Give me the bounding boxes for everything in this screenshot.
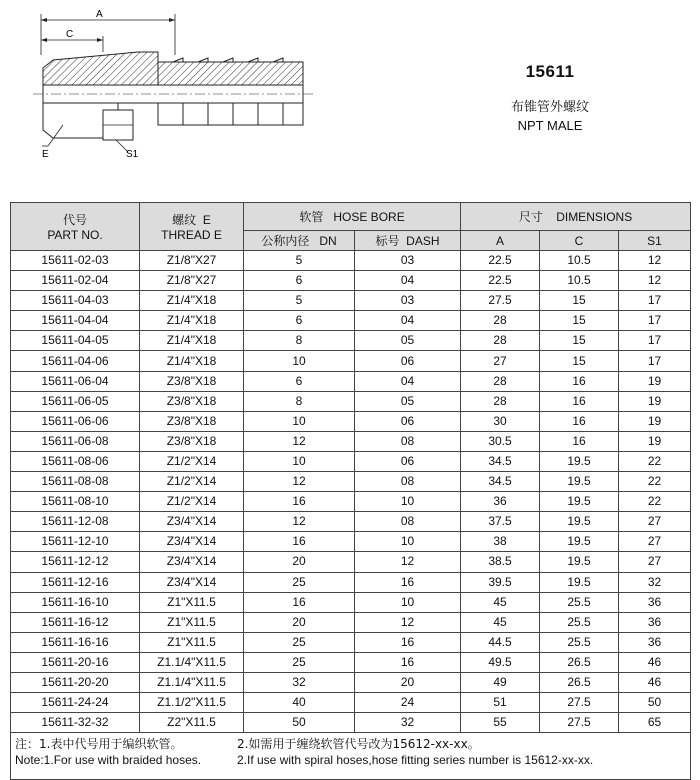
thread-cell: Z3/4"X14	[140, 552, 244, 572]
thread-cell: Z1/4"X18	[140, 351, 244, 371]
header-dn: 公称内径 DN	[244, 231, 355, 251]
s1-cell: 27	[619, 532, 691, 552]
thread-cell: Z1/4"X18	[140, 331, 244, 351]
s1-cell: 17	[619, 331, 691, 351]
thread-cell: Z1/8"X27	[140, 271, 244, 291]
a-cell: 38	[461, 532, 540, 552]
dn-cell: 8	[244, 331, 355, 351]
header-thread: 螺纹 E THREAD E	[140, 203, 244, 251]
thread-cell: Z1/2"X14	[140, 451, 244, 471]
dn-cell: 10	[244, 451, 355, 471]
c-cell: 25.5	[540, 592, 619, 612]
s1-cell: 46	[619, 652, 691, 672]
part-no-cell: 15611-12-16	[11, 572, 140, 592]
s1-cell: 27	[619, 552, 691, 572]
s1-cell: 36	[619, 612, 691, 632]
header-hose-bore: 软管 HOSE BORE	[244, 203, 461, 231]
table-row	[11, 331, 691, 351]
s1-cell: 17	[619, 311, 691, 331]
a-cell: 37.5	[461, 512, 540, 532]
dash-cell: 08	[355, 431, 461, 451]
part-no-cell: 15611-04-03	[11, 291, 140, 311]
thread-cell: Z3/4"X14	[140, 572, 244, 592]
s1-cell: 36	[619, 592, 691, 612]
header-dimensions: 尺寸 DIMENSIONS	[461, 203, 691, 231]
dim-e-label: E	[42, 149, 49, 160]
c-cell: 10.5	[540, 251, 619, 271]
thread-cell: Z1"X11.5	[140, 612, 244, 632]
s1-cell: 17	[619, 291, 691, 311]
a-cell: 45	[461, 612, 540, 632]
thread-cell: Z3/4"X14	[140, 512, 244, 532]
dash-cell: 03	[355, 291, 461, 311]
c-cell: 15	[540, 311, 619, 331]
thread-cell: Z1/2"X14	[140, 492, 244, 512]
c-cell: 27.5	[540, 713, 619, 733]
a-cell: 30.5	[461, 431, 540, 451]
c-cell: 16	[540, 431, 619, 451]
a-cell: 30	[461, 411, 540, 431]
table-row	[11, 492, 691, 512]
table-row	[11, 572, 691, 592]
table-row	[11, 693, 691, 713]
table-row	[11, 632, 691, 652]
s1-cell: 19	[619, 431, 691, 451]
table-row	[11, 532, 691, 552]
note-1-en: Note:1.For use with braided hoses.	[15, 753, 202, 768]
part-no-cell: 15611-06-04	[11, 371, 140, 391]
part-no-cell: 15611-32-32	[11, 713, 140, 733]
thread-cell: Z3/8"X18	[140, 391, 244, 411]
part-no-cell: 15611-08-06	[11, 451, 140, 471]
dim-s1-label: S1	[126, 149, 139, 160]
table-body	[11, 251, 691, 733]
note-1-cn: 注：1.表中代号用于编织软管。	[15, 737, 183, 752]
c-cell: 19.5	[540, 532, 619, 552]
a-cell: 27.5	[461, 291, 540, 311]
part-no-cell: 15611-12-08	[11, 512, 140, 532]
dim-c-label: C	[66, 29, 74, 40]
a-cell: 28	[461, 371, 540, 391]
dim-a-label: A	[96, 9, 103, 20]
c-cell: 26.5	[540, 672, 619, 692]
dn-cell: 16	[244, 532, 355, 552]
dn-cell: 25	[244, 632, 355, 652]
a-cell: 28	[461, 391, 540, 411]
dash-cell: 06	[355, 451, 461, 471]
c-cell: 19.5	[540, 472, 619, 492]
part-no-cell: 15611-20-16	[11, 652, 140, 672]
c-cell: 26.5	[540, 652, 619, 672]
dn-cell: 12	[244, 431, 355, 451]
table-row	[11, 713, 691, 733]
table-row	[11, 251, 691, 271]
header-dash: 标号 DASH	[355, 231, 461, 251]
thread-cell: Z1/2"X14	[140, 472, 244, 492]
dn-cell: 40	[244, 693, 355, 713]
a-cell: 36	[461, 492, 540, 512]
part-no-cell: 15611-12-10	[11, 532, 140, 552]
dash-cell: 04	[355, 371, 461, 391]
c-cell: 10.5	[540, 271, 619, 291]
table-row	[11, 552, 691, 572]
dash-cell: 04	[355, 311, 461, 331]
thread-cell: Z1/4"X18	[140, 291, 244, 311]
table-row	[11, 451, 691, 471]
part-no-cell: 15611-04-04	[11, 311, 140, 331]
table-row	[11, 291, 691, 311]
dn-cell: 5	[244, 251, 355, 271]
a-cell: 51	[461, 693, 540, 713]
dash-cell: 04	[355, 271, 461, 291]
dn-cell: 8	[244, 391, 355, 411]
c-cell: 15	[540, 331, 619, 351]
dash-cell: 10	[355, 592, 461, 612]
a-cell: 39.5	[461, 572, 540, 592]
s1-cell: 19	[619, 411, 691, 431]
dash-cell: 16	[355, 572, 461, 592]
c-cell: 15	[540, 351, 619, 371]
c-cell: 19.5	[540, 572, 619, 592]
part-no-cell: 15611-06-05	[11, 391, 140, 411]
s1-cell: 27	[619, 512, 691, 532]
dn-cell: 20	[244, 552, 355, 572]
dash-cell: 05	[355, 331, 461, 351]
dash-cell: 06	[355, 351, 461, 371]
dn-cell: 25	[244, 652, 355, 672]
title-block	[450, 62, 650, 133]
c-cell: 25.5	[540, 612, 619, 632]
fitting-drawing	[8, 0, 328, 170]
dn-cell: 16	[244, 492, 355, 512]
a-cell: 55	[461, 713, 540, 733]
s1-cell: 32	[619, 572, 691, 592]
s1-cell: 50	[619, 693, 691, 713]
c-cell: 19.5	[540, 512, 619, 532]
dash-cell: 16	[355, 652, 461, 672]
part-no-cell: 15611-16-16	[11, 632, 140, 652]
dn-cell: 16	[244, 592, 355, 612]
thread-cell: Z1.1/4"X11.5	[140, 652, 244, 672]
table-row	[11, 271, 691, 291]
s1-cell: 22	[619, 451, 691, 471]
c-cell: 16	[540, 411, 619, 431]
table-row	[11, 672, 691, 692]
thread-cell: Z1/4"X18	[140, 311, 244, 331]
a-cell: 45	[461, 592, 540, 612]
a-cell: 22.5	[461, 251, 540, 271]
thread-cell: Z2"X11.5	[140, 713, 244, 733]
thread-cell: Z3/8"X18	[140, 411, 244, 431]
c-cell: 19.5	[540, 552, 619, 572]
c-cell: 19.5	[540, 451, 619, 471]
s1-cell: 46	[619, 672, 691, 692]
a-cell: 44.5	[461, 632, 540, 652]
dash-cell: 06	[355, 411, 461, 431]
table-row	[11, 612, 691, 632]
dn-cell: 6	[244, 271, 355, 291]
dn-cell: 12	[244, 472, 355, 492]
thread-cell: Z3/4"X14	[140, 532, 244, 552]
table-row	[11, 311, 691, 331]
thread-cell: Z1/8"X27	[140, 251, 244, 271]
table-row	[11, 472, 691, 492]
thread-cell: Z3/8"X18	[140, 431, 244, 451]
part-no-cell: 15611-06-06	[11, 411, 140, 431]
part-number-title: 15611	[525, 62, 575, 81]
table-row	[11, 371, 691, 391]
dn-cell: 25	[244, 572, 355, 592]
table-notes	[11, 733, 691, 780]
part-no-cell: 15611-02-03	[11, 251, 140, 271]
dash-cell: 12	[355, 552, 461, 572]
part-no-cell: 15611-16-10	[11, 592, 140, 612]
c-cell: 15	[540, 291, 619, 311]
table-row	[11, 391, 691, 411]
s1-cell: 22	[619, 492, 691, 512]
part-no-cell: 15611-02-04	[11, 271, 140, 291]
thread-cell: Z1"X11.5	[140, 592, 244, 612]
table-row	[11, 411, 691, 431]
part-no-cell: 15611-08-10	[11, 492, 140, 512]
a-cell: 49	[461, 672, 540, 692]
dash-cell: 24	[355, 693, 461, 713]
table-row	[11, 592, 691, 612]
s1-cell: 19	[619, 371, 691, 391]
table-header	[11, 203, 691, 251]
c-cell: 16	[540, 391, 619, 411]
c-cell: 25.5	[540, 632, 619, 652]
dash-cell: 05	[355, 391, 461, 411]
thread-cell: Z1.1/2"X11.5	[140, 693, 244, 713]
part-no-cell: 15611-24-24	[11, 693, 140, 713]
a-cell: 34.5	[461, 451, 540, 471]
dash-cell: 20	[355, 672, 461, 692]
s1-cell: 22	[619, 472, 691, 492]
c-cell: 16	[540, 371, 619, 391]
thread-cell: Z3/8"X18	[140, 371, 244, 391]
s1-cell: 36	[619, 632, 691, 652]
dn-cell: 12	[244, 512, 355, 532]
header-col-c: C	[540, 231, 619, 251]
dash-cell: 08	[355, 472, 461, 492]
table-row	[11, 652, 691, 672]
dash-cell: 10	[355, 492, 461, 512]
header-part-no: 代号 PART NO.	[11, 203, 140, 251]
dn-cell: 6	[244, 371, 355, 391]
note-2-cn: 2.如需用于缠绕软管代号改为15612-xx-xx。	[237, 737, 480, 752]
part-no-cell: 15611-06-08	[11, 431, 140, 451]
a-cell: 38.5	[461, 552, 540, 572]
table-row	[11, 431, 691, 451]
dimensions-table	[10, 202, 691, 780]
table-row	[11, 351, 691, 371]
dash-cell: 16	[355, 632, 461, 652]
a-cell: 34.5	[461, 472, 540, 492]
a-cell: 27	[461, 351, 540, 371]
table-row	[11, 512, 691, 532]
part-no-cell: 15611-12-12	[11, 552, 140, 572]
a-cell: 28	[461, 311, 540, 331]
s1-cell: 12	[619, 251, 691, 271]
dash-cell: 10	[355, 532, 461, 552]
a-cell: 28	[461, 331, 540, 351]
product-name-cn: 布锥管外螺纹	[510, 100, 589, 115]
part-no-cell: 15611-04-05	[11, 331, 140, 351]
thread-cell: Z1"X11.5	[140, 632, 244, 652]
s1-cell: 17	[619, 351, 691, 371]
dn-cell: 5	[244, 291, 355, 311]
c-cell: 19.5	[540, 492, 619, 512]
s1-cell: 19	[619, 391, 691, 411]
dash-cell: 32	[355, 713, 461, 733]
part-no-cell: 15611-16-12	[11, 612, 140, 632]
dash-cell: 12	[355, 612, 461, 632]
product-name-en: NPT MALE	[517, 118, 583, 133]
part-no-cell: 15611-08-08	[11, 472, 140, 492]
dn-cell: 20	[244, 612, 355, 632]
c-cell: 27.5	[540, 693, 619, 713]
part-no-cell: 15611-04-06	[11, 351, 140, 371]
header-col-a: A	[461, 231, 540, 251]
dash-cell: 08	[355, 512, 461, 532]
part-no-cell: 15611-20-20	[11, 672, 140, 692]
dash-cell: 03	[355, 251, 461, 271]
a-cell: 22.5	[461, 271, 540, 291]
note-2-en: 2.If use with spiral hoses,hose fitting series number is 15612-xx-xx.	[237, 753, 594, 768]
dn-cell: 10	[244, 351, 355, 371]
header-col-s1: S1	[619, 231, 691, 251]
dn-cell: 50	[244, 713, 355, 733]
thread-cell: Z1.1/4"X11.5	[140, 672, 244, 692]
a-cell: 49.5	[461, 652, 540, 672]
dn-cell: 10	[244, 411, 355, 431]
dn-cell: 32	[244, 672, 355, 692]
s1-cell: 65	[619, 713, 691, 733]
s1-cell: 12	[619, 271, 691, 291]
dn-cell: 6	[244, 311, 355, 331]
